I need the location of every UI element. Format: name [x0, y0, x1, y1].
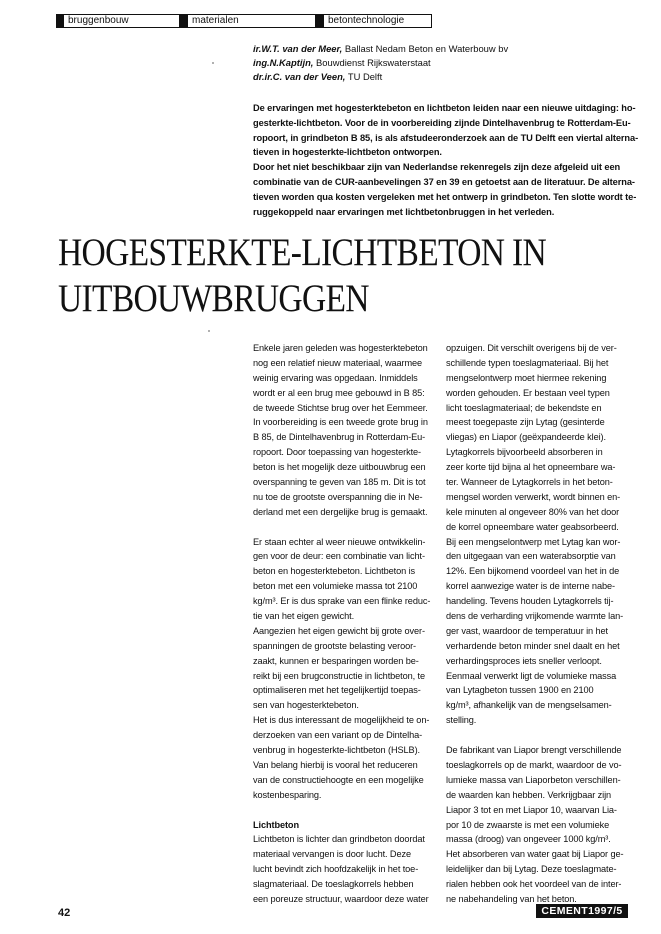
body-line: Bij een mengselontwerp met Lytag kan wor- [446, 536, 621, 547]
body-line: dens de verharding vrijkomende warmte lan- [446, 611, 624, 622]
body-line: ger vast, waardoor de temperatuur in het [446, 625, 608, 636]
body-line: gen voor de deur: een combinatie van licht- [253, 551, 425, 562]
body-line: weinig ervaring was opgedaan. Inmiddels [253, 372, 418, 383]
body-line: kostenbesparing. [253, 789, 322, 800]
title-line: UITBOUWBRUGGEN [58, 277, 369, 320]
speck [208, 330, 210, 332]
body-line: venbrug in hogesterkte-lichtbeton (HSLB). [253, 745, 420, 756]
body-line: ter. Wanneer de Lytagkorrels in het beton- [446, 477, 613, 488]
body-line: slagmateriaal. De toeslagkorrels hebben [253, 879, 414, 890]
body-line: Het absorberen van water gaat bij Liapor ge- [446, 849, 624, 860]
body-line: verhardende beton minder snel daalt en het [446, 640, 620, 651]
body-line: licht toeslagmateriaal; de bekendste en [446, 402, 602, 413]
tab-marker [57, 15, 64, 27]
body-column-right [446, 341, 623, 907]
body-line: mengsel worden verwerkt, wordt binnen en- [446, 491, 621, 502]
body-line: In voorbereiding is een tweede grote brug in [253, 417, 428, 428]
author-affiliation: Ballast Nedam Beton en Waterbouw bv [342, 43, 509, 54]
body-line: verhardingsproces iets sneller verloopt. [446, 655, 602, 666]
body-line: optimaliseren met het tegelijkertijd toepas- [253, 685, 421, 696]
intro-line: ropoort, in grindbeton B 85, is als afstudeeronderzoek aan de TU Delft een viertal alterna- [253, 132, 639, 143]
intro-line: combinatie van de CUR-aanbevelingen 37 en 39 en getoetst aan de literatuur. De alterna- [253, 176, 635, 187]
body-line: meest toegepaste zijn Lytag (gesinterde [446, 417, 605, 428]
author-list [253, 42, 508, 84]
intro-line: tieven in hogesterkte-lichtbeton ontworpen. [253, 147, 442, 158]
body-line: de waarden kan hebben. Verkrijgbaar zijn [446, 789, 612, 800]
body-column-left [253, 341, 430, 907]
body-line: materiaal vervangen is door lucht. Deze [253, 849, 411, 860]
paragraph-gap [253, 520, 430, 535]
paragraph-gap [446, 728, 623, 743]
body-line: Het is dus interessant de mogelijkheid te on- [253, 715, 430, 726]
body-line: beton en hogesterktebeton. Lichtbeton is [253, 566, 416, 577]
body-line: Liapor 3 tot en met Liapor 10, waarvan Lia- [446, 804, 617, 815]
body-line: rialen hebben ook het voordeel van de inter- [446, 879, 622, 890]
intro-line: gesterkte-lichtbeton. Voor de in voorbereiding zijnde Dintelhavenbrug te Rotterdam-Eu- [253, 117, 631, 128]
body-line: mengselontwerp moet hiermee rekening [446, 372, 607, 383]
title-line: HOGESTERKTE-LICHTBETON IN [58, 231, 547, 274]
body-line: van Lytagbeton tussen 1900 en 2100 [446, 685, 594, 696]
tab-materialen [180, 14, 316, 28]
intro-line: ruggekoppeld naar ervaringen met lichtbetonbruggen in het verleden. [253, 206, 555, 217]
body-line: por 10 de zwaarste is met een volumieke [446, 819, 610, 830]
body-line: spanningen de grootste belasting veroor- [253, 640, 417, 651]
author-line [253, 42, 508, 56]
body-line: Lichtbeton is lichter dan grindbeton doordat [253, 834, 425, 845]
body-line: sen van hogesterktebeton. [253, 700, 359, 711]
paragraph-gap [253, 803, 430, 818]
page-number: 42 [58, 907, 71, 919]
body-line: beton is het mogelijk deze uitbouwbrug een [253, 462, 426, 473]
body-line: zeer korte tijd bijna al het opneembare wa- [446, 462, 616, 473]
body-line: nu toe de grootste overspanning die in Ne- [253, 491, 423, 502]
body-line: ne nabehandeling van het beton. [446, 893, 577, 904]
intro-abstract [253, 101, 639, 219]
body-line: leidelijker dan bij Lytag. Deze toeslagmate- [446, 864, 617, 875]
body-line: tie van het eigen gewicht. [253, 611, 355, 622]
body-line: de tweede Stichtse brug over het Eemmeer. [253, 402, 428, 413]
body-line: schillende typen toeslagmateriaal. Bij het [446, 357, 609, 368]
body-line: wordt er al een brug mee gebouwd in B 85: [253, 387, 425, 398]
body-line: derzoeken van een variant op de Dintelha- [253, 730, 423, 741]
body-line: Van belang hierbij is vooral het reduceren [253, 759, 418, 770]
body-line: lucht bevindt zich hoofdzakelijk in het toe- [253, 864, 419, 875]
tab-betontechnologie [316, 14, 432, 28]
author-line [253, 56, 508, 70]
body-line: zaakt, kunnen er besparingen worden be- [253, 655, 419, 666]
body-line: beton met een volumieke massa tot 2100 [253, 581, 418, 592]
intro-line: De ervaringen met hogesterktebeton en lichtbeton leiden naar een nieuwe uitdaging: ho- [253, 103, 636, 113]
body-line: massa (droog) van ongeveer 1000 kg/m³. [446, 834, 611, 845]
body-line: B 85, de Dintelhavenbrug in Rotterdam-Eu- [253, 432, 426, 443]
author-line [253, 70, 508, 84]
author-name: ing.N.Kaptijn, [253, 57, 314, 68]
body-line: lumieke massa van Liaporbeton verschillen- [446, 774, 621, 785]
tab-label: materialen [192, 15, 239, 26]
body-line: den uitgegaan van een waterabsorptie van [446, 551, 616, 562]
body-line: Enkele jaren geleden was hogesterktebeton [253, 343, 428, 353]
magazine-issue-badge: CEMENT1997/5 [536, 904, 628, 918]
body-line: toeslagkorrels op de markt, waardoor de vo- [446, 759, 622, 770]
body-line: nog een relatief nieuw materiaal, waarmee [253, 357, 423, 368]
body-line: Aangezien het eigen gewicht bij grote over- [253, 625, 425, 636]
body-line: 12%. Een bijkomend voordeel van het in de [446, 566, 620, 577]
author-affiliation: Bouwdienst Rijkswaterstaat [313, 57, 431, 68]
body-line: De fabrikant van Liapor brengt verschillende [446, 745, 622, 756]
tab-label: betontechnologie [328, 15, 405, 26]
body-line: worden gehouden. Er bestaan veel typen [446, 387, 610, 398]
body-line: een poreuze structuur, waardoor deze water [253, 893, 429, 904]
body-line: overspanning te geven van 185 m. Dit is tot [253, 477, 426, 488]
body-line: van de constructiehoogte en een mogelijke [253, 774, 424, 785]
intro-line: Door het niet beschikbaar zijn van Nederlandse rekenregels zijn deze afgeleid uit een [253, 162, 621, 173]
body-line: stelling. [446, 715, 477, 726]
body-line: Eenmaal verwerkt ligt de volumieke massa [446, 670, 617, 681]
body-line: opzuigen. Dit verschilt overigens bij de ver- [446, 343, 617, 353]
body-line: kele minuten al ongeveer 80% van het door [446, 506, 620, 517]
article-title [58, 230, 546, 322]
section-tabs [56, 14, 432, 28]
author-name: ir.W.T. van der Meer, [253, 43, 343, 54]
body-line: vliegas) en Liapor (geëxpandeerde klei). [446, 432, 606, 443]
body-line: ropoort. Door toepassing van hogesterkte- [253, 447, 422, 458]
body-line: korrel aanwezige water is de interne nabe- [446, 581, 615, 592]
author-name: dr.ir.C. van der Veen, [253, 71, 346, 82]
body-line: kg/m³. Er is dus sprake van een flinke reduc- [253, 596, 431, 607]
body-line: handeling. Tevens houden Lytagkorrels tij- [446, 596, 614, 607]
body-line: Lytagkorrels bijvoorbeeld absorberen in [446, 447, 603, 458]
section-heading: Lichtbeton [253, 819, 299, 830]
tab-marker [317, 15, 324, 27]
body-line: de korrel opneembare water geabsorbeerd. [446, 521, 619, 532]
intro-line: tieven worden qua kosten vergeleken met het ontwerp in grindbeton. Ten slotte wordt te- [253, 191, 637, 202]
author-affiliation: TU Delft [345, 71, 383, 82]
body-line: Er staan echter al weer nieuwe ontwikkelin- [253, 536, 426, 547]
body-line: derland met een dergelijke brug is gemaakt. [253, 506, 428, 517]
tab-label: bruggenbouw [68, 15, 129, 26]
tab-marker [181, 15, 188, 27]
body-line: reikt bij een brugconstructie in lichtbeton, te [253, 670, 426, 681]
speck [212, 62, 214, 64]
tab-bruggenbouw [56, 14, 180, 28]
body-line: kg/m³, afhankelijk van de mengselsamen- [446, 700, 612, 711]
